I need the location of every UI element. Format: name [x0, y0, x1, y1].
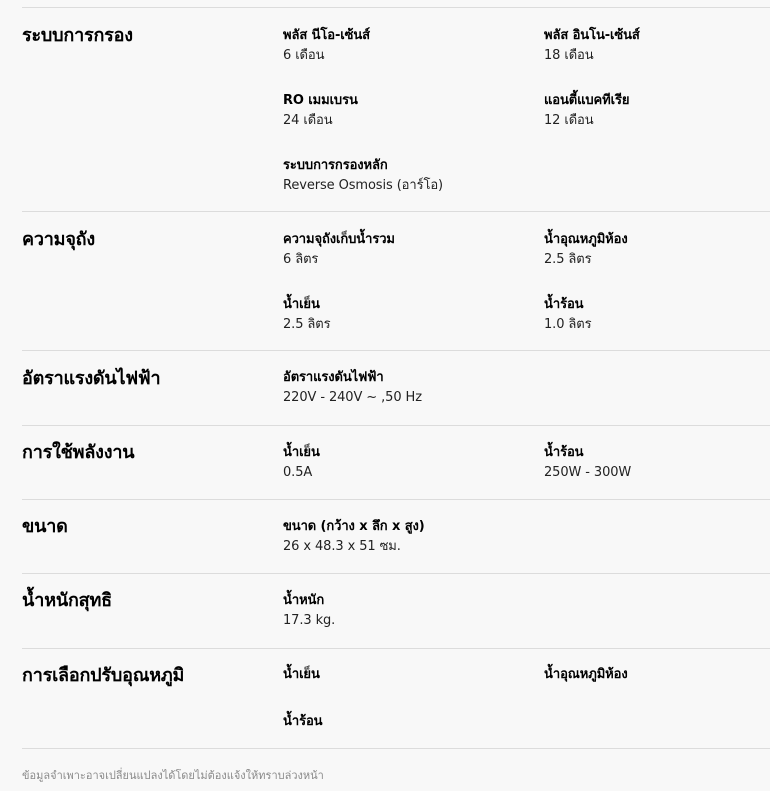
spec-item	[544, 92, 770, 130]
spec-item	[544, 231, 770, 269]
spec-row-tank-capacity	[22, 211, 770, 350]
spec-label: อัตราแรงดันไฟฟ้า	[283, 370, 384, 385]
spec-item	[283, 27, 513, 65]
spec-value: 18 เดือน	[544, 48, 594, 63]
row-title: การเลือกปรับอุณหภูมิ	[22, 665, 185, 686]
spec-item	[283, 444, 513, 482]
spec-item	[283, 231, 513, 269]
spec-item	[283, 592, 513, 630]
spec-label: น้ำหนัก	[283, 593, 325, 608]
spec-label: น้ำเย็น	[283, 667, 320, 682]
spec-value: 2.5 ลิตร	[283, 317, 331, 332]
spec-item	[544, 444, 770, 482]
row-title: ขนาด	[22, 516, 68, 537]
spec-value: Reverse Osmosis (อาร์โอ)	[283, 178, 444, 193]
spec-label: น้ำอุณหภูมิห้อง	[544, 667, 628, 682]
spec-value: 26 x 48.3 x 51 ซม.	[283, 539, 401, 554]
row-title: การใช้พลังงาน	[22, 442, 135, 463]
spec-item	[283, 369, 513, 407]
spec-row-weight	[22, 573, 770, 648]
row-title: อัตราแรงดันไฟฟ้า	[22, 368, 161, 389]
spec-row-dimensions	[22, 499, 770, 573]
spec-label: ขนาด (กว้าง x ลึก x สูง)	[283, 519, 425, 534]
spec-label: พลัส อินโน-เซ้นส์	[544, 28, 640, 43]
spec-label: น้ำอุณหภูมิห้อง	[544, 232, 628, 247]
spec-item	[283, 157, 513, 195]
row-title: ระบบการกรอง	[22, 25, 133, 46]
spec-label: น้ำร้อน	[544, 297, 584, 312]
spec-value: 250W - 300W	[544, 465, 632, 480]
spec-label: น้ำเย็น	[283, 297, 320, 312]
spec-item	[283, 666, 513, 684]
spec-label: พลัส นีโอ-เซ้นส์	[283, 28, 370, 43]
spec-label: น้ำร้อน	[283, 714, 323, 729]
spec-label: ระบบการกรองหลัก	[283, 158, 388, 173]
spec-label: RO เมมเบรน	[283, 93, 358, 108]
row-title: น้ำหนักสุทธิ	[22, 590, 112, 611]
spec-value: 17.3 kg.	[283, 613, 336, 628]
spec-row-voltage	[22, 350, 770, 425]
spec-value: 24 เดือน	[283, 113, 333, 128]
spec-table	[22, 7, 770, 749]
spec-row-filtration	[22, 7, 770, 211]
spec-item	[283, 296, 513, 334]
spec-item	[283, 518, 513, 556]
spec-disclaimer: ข้อมูลจำเพาะอาจเปลี่ยนแปลงได้โดยไม่ต้องแจ้งให้ทราบล่วงหน้า	[22, 748, 770, 784]
spec-item	[283, 713, 513, 731]
spec-value: 220V - 240V ~ ,50 Hz	[283, 390, 422, 405]
spec-item	[544, 27, 770, 65]
spec-label: แอนตี้แบคทีเรีย	[544, 93, 630, 108]
spec-row-temperature	[22, 648, 770, 749]
spec-label: ความจุถังเก็บน้ำรวม	[283, 232, 395, 247]
spec-value: 2.5 ลิตร	[544, 252, 592, 267]
spec-row-power	[22, 425, 770, 499]
spec-label: น้ำร้อน	[544, 445, 584, 460]
spec-label: น้ำเย็น	[283, 445, 320, 460]
spec-item	[544, 296, 770, 334]
spec-value: 6 เดือน	[283, 48, 325, 63]
spec-item	[283, 92, 513, 130]
spec-value: 12 เดือน	[544, 113, 594, 128]
spec-item	[544, 666, 770, 684]
spec-value: 0.5A	[283, 465, 313, 480]
row-title: ความจุถัง	[22, 229, 95, 250]
spec-value: 1.0 ลิตร	[544, 317, 592, 332]
spec-value: 6 ลิตร	[283, 252, 319, 267]
